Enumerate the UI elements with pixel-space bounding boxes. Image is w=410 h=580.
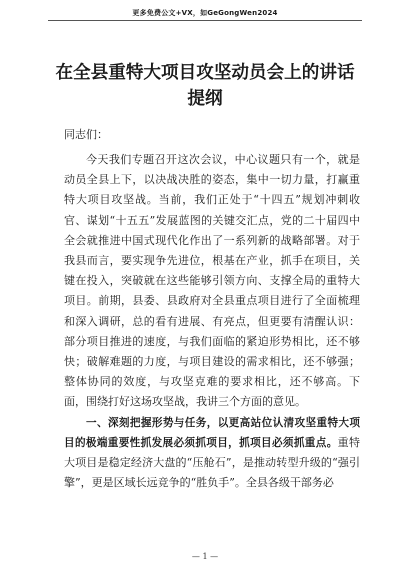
paragraph-intro: 今天我们专题召开这次会议，中心议题只有一个，就是动员全县上下，以决战决胜的姿态，集中一切力量，打赢重特大项目攻坚战。当前，我们正处于“十四五”规划冲刺收官、谋划“十五五”发展蓝图的关键交汇点，党的二十届四中全会就推进中国式现代化作出了一系列新的战略部署。对于我县而言，要实现争先进位，根基在产业，抓手在项目，关键在投入，突破就在这些能够引领方向、支撑全局的重特大项目。前期，县委、县政府对全县重点项目进行了全面梳理和深入调研，总的看有进展、有亮点，但更要有清醒认识：部分项目推进的速度，与我们面临的紧迫形势相比，还不够快；破解难题的力度，与项目建设的需求相比，还不够强；整体协同的效度，与攻坚克难的要求相比，还不够高。下面，围绕打好这场攻坚战，我讲三个方面的意见。 bbox=[64, 153, 360, 409]
header-note: 更多免费公文+VX，如GeGongWen2024 bbox=[132, 9, 278, 17]
document-title: 在全县重特大项目攻坚动员会上的讲话提纲 bbox=[55, 63, 355, 109]
paragraph-section-one bbox=[64, 413, 360, 494]
document-body bbox=[64, 150, 360, 493]
salutation: 同志们： bbox=[64, 128, 108, 141]
header-divider bbox=[48, 20, 362, 21]
section-heading-one: 一、深刻把握形势与任务，以更高站位认清攻坚重特大项目的极端重要性抓发展必须抓项目，抓项目必须抓重点。 bbox=[64, 416, 360, 449]
page-number: — 1 — bbox=[191, 552, 219, 561]
section-one-text: 重特大项目是稳定经济大盘的“压舱石”，是推动转型升级的“强引擎”，更是区域长远竞争的“胜负手”。全县各级干部务必 bbox=[64, 435, 361, 490]
